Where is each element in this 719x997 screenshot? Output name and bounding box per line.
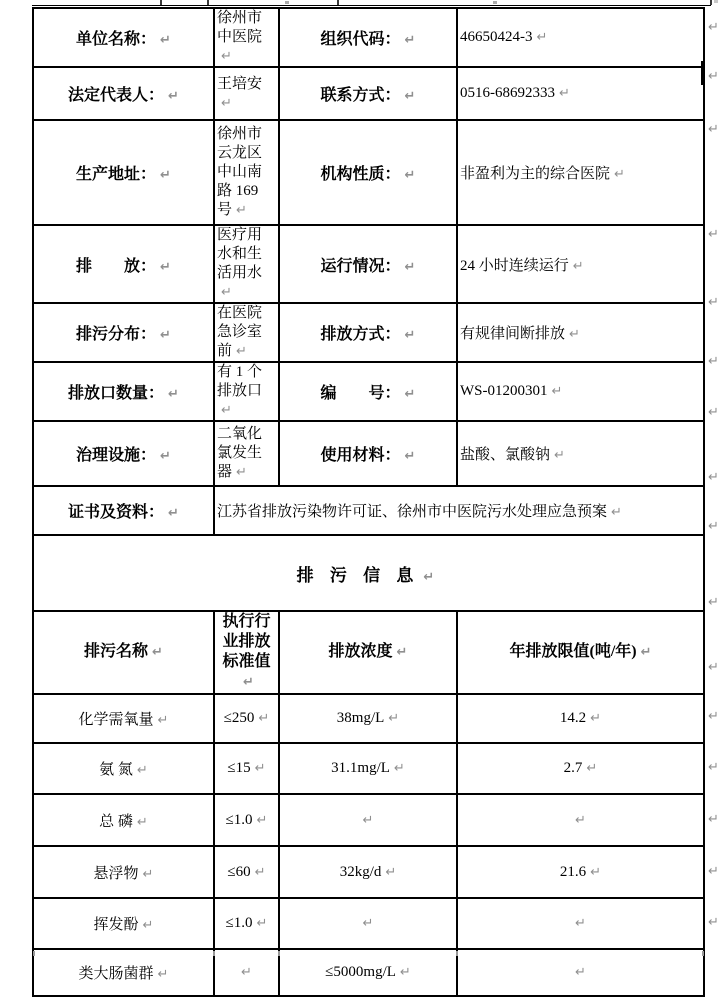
name-cell[interactable]: 化学需氧量↵ bbox=[33, 694, 214, 743]
paragraph-mark-icon bbox=[158, 966, 169, 983]
org-type-label-cell[interactable]: 机构性质：↵ bbox=[279, 120, 457, 225]
row-end-mark-icon bbox=[708, 18, 719, 36]
paragraph-mark-icon bbox=[611, 504, 622, 521]
operation-value-cell[interactable]: 24 小时连续运行↵ bbox=[457, 225, 704, 303]
paragraph-mark-icon bbox=[590, 864, 601, 881]
cut-column-border bbox=[710, 0, 712, 5]
certificate-label-cell[interactable]: 证书及资料：↵ bbox=[33, 486, 214, 535]
paragraph-mark-icon bbox=[575, 964, 586, 981]
cut-column-border bbox=[33, 951, 35, 956]
paragraph-mark-icon bbox=[363, 915, 374, 932]
paragraph-mark-icon bbox=[405, 326, 416, 344]
previous-row-border bbox=[32, 5, 711, 6]
certificate-row bbox=[33, 486, 704, 535]
certificate-value-cell[interactable]: 江苏省排放污染物许可证、徐州市中医院污水处理应急预案↵ bbox=[214, 486, 704, 535]
paragraph-mark-icon bbox=[160, 326, 171, 344]
row-end-mark-icon bbox=[708, 593, 719, 611]
discharge-value-cell[interactable]: 医疗用水和生活用水↵ bbox=[214, 225, 279, 303]
paragraph-mark-icon bbox=[575, 812, 586, 829]
concentration-cell[interactable] bbox=[279, 794, 457, 846]
unit-name-value-cell[interactable]: 徐州市中医院↵ bbox=[214, 8, 279, 67]
emission-row bbox=[33, 794, 704, 846]
paragraph-mark-icon bbox=[405, 166, 416, 184]
contact-label-cell[interactable]: 联系方式：↵ bbox=[279, 67, 457, 120]
address-label-cell[interactable]: 生产地址：↵ bbox=[33, 120, 214, 225]
paragraph-mark-icon bbox=[255, 864, 266, 881]
header-annual-limit[interactable]: 年排放限值(吨/年)↵ bbox=[457, 611, 704, 694]
cut-column-border bbox=[213, 951, 215, 956]
org-code-label-cell[interactable]: 组织代码：↵ bbox=[279, 8, 457, 67]
paragraph-mark-icon bbox=[552, 383, 563, 400]
emission-row bbox=[33, 898, 704, 949]
paragraph-mark-icon bbox=[160, 258, 171, 276]
row-end-mark-icon bbox=[708, 293, 719, 311]
paragraph-mark-icon bbox=[168, 504, 179, 522]
serial-label-cell[interactable]: 编 号：↵ bbox=[279, 362, 457, 421]
outlet-count-value-cell[interactable]: 有 1 个排放口↵ bbox=[214, 362, 279, 421]
name-cell[interactable]: 氨 氮↵ bbox=[33, 743, 214, 794]
discharge-label-cell[interactable]: 排 放：↵ bbox=[33, 225, 214, 303]
materials-label-cell[interactable]: 使用材料：↵ bbox=[279, 421, 457, 486]
paragraph-mark-icon bbox=[158, 712, 169, 729]
paragraph-mark-icon bbox=[405, 385, 416, 403]
concentration-cell[interactable]: 38mg/L↵ bbox=[279, 694, 457, 743]
paragraph-mark-icon bbox=[168, 87, 179, 105]
section-title-cell[interactable] bbox=[33, 535, 704, 611]
cut-column-border bbox=[337, 0, 339, 5]
paragraph-mark-icon bbox=[405, 87, 416, 105]
section-title: 排 污 信 息 bbox=[296, 565, 420, 585]
row-end-mark-icon bbox=[708, 67, 719, 85]
discharge-mode-label-cell[interactable]: 排放方式：↵ bbox=[279, 303, 457, 362]
paragraph-mark-icon bbox=[257, 915, 268, 932]
paragraph-mark-icon bbox=[255, 760, 266, 777]
paragraph-mark-icon bbox=[137, 814, 148, 831]
paragraph-mark-icon bbox=[236, 463, 247, 482]
paragraph-mark-icon bbox=[160, 447, 171, 465]
emission-row bbox=[33, 743, 704, 794]
info-row bbox=[33, 421, 704, 486]
paragraph-mark-icon bbox=[236, 201, 247, 220]
paragraph-mark-icon bbox=[143, 866, 154, 883]
row-end-mark-icon bbox=[708, 707, 719, 725]
paragraph-mark-icon bbox=[363, 812, 374, 829]
limit-cell[interactable] bbox=[457, 898, 704, 949]
emission-row bbox=[33, 846, 704, 898]
paragraph-mark-icon bbox=[573, 258, 584, 275]
paragraph-mark-icon bbox=[221, 401, 232, 420]
info-row bbox=[33, 303, 704, 362]
concentration-cell[interactable]: 32kg/d↵ bbox=[279, 846, 457, 898]
standard-cell[interactable]: ≤15↵ bbox=[214, 743, 279, 794]
info-row bbox=[33, 8, 704, 67]
standard-cell[interactable] bbox=[214, 949, 279, 996]
cut-column-border bbox=[278, 951, 280, 956]
header-pollutant-name[interactable]: 排污名称↵ bbox=[33, 611, 214, 694]
row-end-mark-icon bbox=[708, 862, 719, 880]
cut-paragraph-mark bbox=[285, 1, 289, 4]
info-row bbox=[33, 120, 704, 225]
org-type-value-cell[interactable]: 非盈利为主的综合医院↵ bbox=[457, 120, 704, 225]
row-end-mark-icon bbox=[708, 403, 719, 421]
paragraph-mark-icon bbox=[143, 917, 154, 934]
paragraph-mark-icon bbox=[385, 864, 396, 881]
materials-value-cell[interactable]: 盐酸、氯酸钠↵ bbox=[457, 421, 704, 486]
row-end-mark-icon bbox=[708, 468, 719, 486]
info-table bbox=[32, 7, 705, 997]
paragraph-mark-icon bbox=[590, 710, 601, 727]
info-row bbox=[33, 67, 704, 120]
paragraph-mark-icon bbox=[554, 447, 565, 464]
serial-value-cell[interactable]: WS-01200301↵ bbox=[457, 362, 704, 421]
text-cursor bbox=[701, 61, 705, 85]
name-cell[interactable]: 类大肠菌群↵ bbox=[33, 949, 214, 996]
paragraph-mark-icon bbox=[575, 915, 586, 932]
row-end-mark-icon bbox=[708, 658, 719, 676]
row-end-mark-icon bbox=[708, 810, 719, 828]
paragraph-mark-icon bbox=[394, 760, 405, 777]
treatment-value-cell[interactable]: 二氧化氯发生器↵ bbox=[214, 421, 279, 486]
paragraph-mark-icon bbox=[257, 812, 268, 829]
paragraph-mark-icon bbox=[423, 566, 440, 586]
paragraph-mark-icon bbox=[405, 258, 416, 276]
paragraph-mark-icon bbox=[559, 85, 570, 102]
paragraph-mark-icon bbox=[160, 31, 171, 49]
paragraph-mark-icon bbox=[241, 964, 252, 981]
paragraph-mark-icon bbox=[221, 47, 232, 66]
outlet-count-label-cell[interactable]: 排放口数量：↵ bbox=[33, 362, 214, 421]
unit-name-label-cell[interactable]: 单位名称：↵ bbox=[33, 8, 214, 67]
org-code-value-cell[interactable]: 46650424-3↵ bbox=[457, 8, 704, 67]
header-standard[interactable]: 执行行业排放标准值↵ bbox=[214, 611, 279, 694]
legal-rep-label-cell[interactable]: 法定代表人：↵ bbox=[33, 67, 214, 120]
paragraph-mark-icon bbox=[569, 326, 580, 343]
paragraph-mark-icon bbox=[388, 710, 399, 727]
row-end-mark-icon bbox=[708, 120, 719, 138]
emission-header-row bbox=[33, 611, 704, 694]
scrollbar-sliver bbox=[714, 0, 718, 3]
row-end-mark-icon bbox=[708, 225, 719, 243]
row-end-mark-icon bbox=[708, 517, 719, 535]
paragraph-mark-icon bbox=[221, 94, 232, 113]
cut-paragraph-mark bbox=[493, 1, 497, 4]
limit-cell[interactable] bbox=[457, 794, 704, 846]
limit-cell[interactable]: 21.6↵ bbox=[457, 846, 704, 898]
paragraph-mark-icon bbox=[614, 166, 625, 183]
paragraph-mark-icon bbox=[221, 283, 232, 302]
standard-cell[interactable]: ≤250↵ bbox=[214, 694, 279, 743]
concentration-cell[interactable]: ≤5000mg/L↵ bbox=[279, 949, 457, 996]
row-end-mark-icon bbox=[708, 913, 719, 931]
cut-column-border bbox=[160, 0, 162, 5]
limit-cell[interactable]: 2.7↵ bbox=[457, 743, 704, 794]
cut-column-border bbox=[702, 951, 704, 956]
row-end-mark-icon bbox=[708, 352, 719, 370]
paragraph-mark-icon bbox=[236, 342, 247, 361]
distribution-value-cell[interactable]: 在医院急诊室前↵ bbox=[214, 303, 279, 362]
header-concentration[interactable]: 排放浓度↵ bbox=[279, 611, 457, 694]
limit-cell[interactable] bbox=[457, 949, 704, 996]
cut-column-border bbox=[456, 951, 458, 956]
paragraph-mark-icon bbox=[586, 760, 597, 777]
paragraph-mark-icon bbox=[537, 29, 548, 46]
emission-row bbox=[33, 694, 704, 743]
standard-cell[interactable]: ≤60↵ bbox=[214, 846, 279, 898]
concentration-cell[interactable]: 31.1mg/L↵ bbox=[279, 743, 457, 794]
name-cell[interactable]: 悬浮物↵ bbox=[33, 846, 214, 898]
row-end-mark-icon bbox=[708, 758, 719, 776]
distribution-label-cell[interactable]: 排污分布：↵ bbox=[33, 303, 214, 362]
operation-label-cell[interactable]: 运行情况：↵ bbox=[279, 225, 457, 303]
discharge-mode-value-cell[interactable]: 有规律间断排放↵ bbox=[457, 303, 704, 362]
name-cell[interactable]: 挥发酚↵ bbox=[33, 898, 214, 949]
paragraph-mark-icon bbox=[243, 672, 254, 693]
paragraph-mark-icon bbox=[400, 964, 411, 981]
limit-cell[interactable]: 14.2↵ bbox=[457, 694, 704, 743]
name-cell[interactable]: 总 磷↵ bbox=[33, 794, 214, 846]
paragraph-mark-icon bbox=[405, 447, 416, 465]
concentration-cell[interactable] bbox=[279, 898, 457, 949]
paragraph-mark-icon bbox=[137, 762, 148, 779]
treatment-label-cell[interactable]: 治理设施：↵ bbox=[33, 421, 214, 486]
info-row bbox=[33, 362, 704, 421]
cut-column-border bbox=[207, 0, 209, 5]
contact-value-cell[interactable]: 0516-68692333↵ bbox=[457, 67, 704, 120]
emission-row bbox=[33, 949, 704, 996]
legal-rep-value-cell[interactable]: 王培安↵ bbox=[214, 67, 279, 120]
info-row bbox=[33, 225, 704, 303]
standard-cell[interactable]: ≤1.0↵ bbox=[214, 794, 279, 846]
paragraph-mark-icon bbox=[152, 642, 163, 663]
paragraph-mark-icon bbox=[258, 710, 269, 727]
section-title-row bbox=[33, 535, 704, 611]
paragraph-mark-icon bbox=[397, 642, 408, 663]
address-value-cell[interactable]: 徐州市云龙区中山南路 169 号↵ bbox=[214, 120, 279, 225]
paragraph-mark-icon bbox=[168, 385, 179, 403]
paragraph-mark-icon bbox=[160, 166, 171, 184]
paragraph-mark-icon bbox=[405, 31, 416, 49]
paragraph-mark-icon bbox=[641, 642, 652, 663]
standard-cell[interactable]: ≤1.0↵ bbox=[214, 898, 279, 949]
